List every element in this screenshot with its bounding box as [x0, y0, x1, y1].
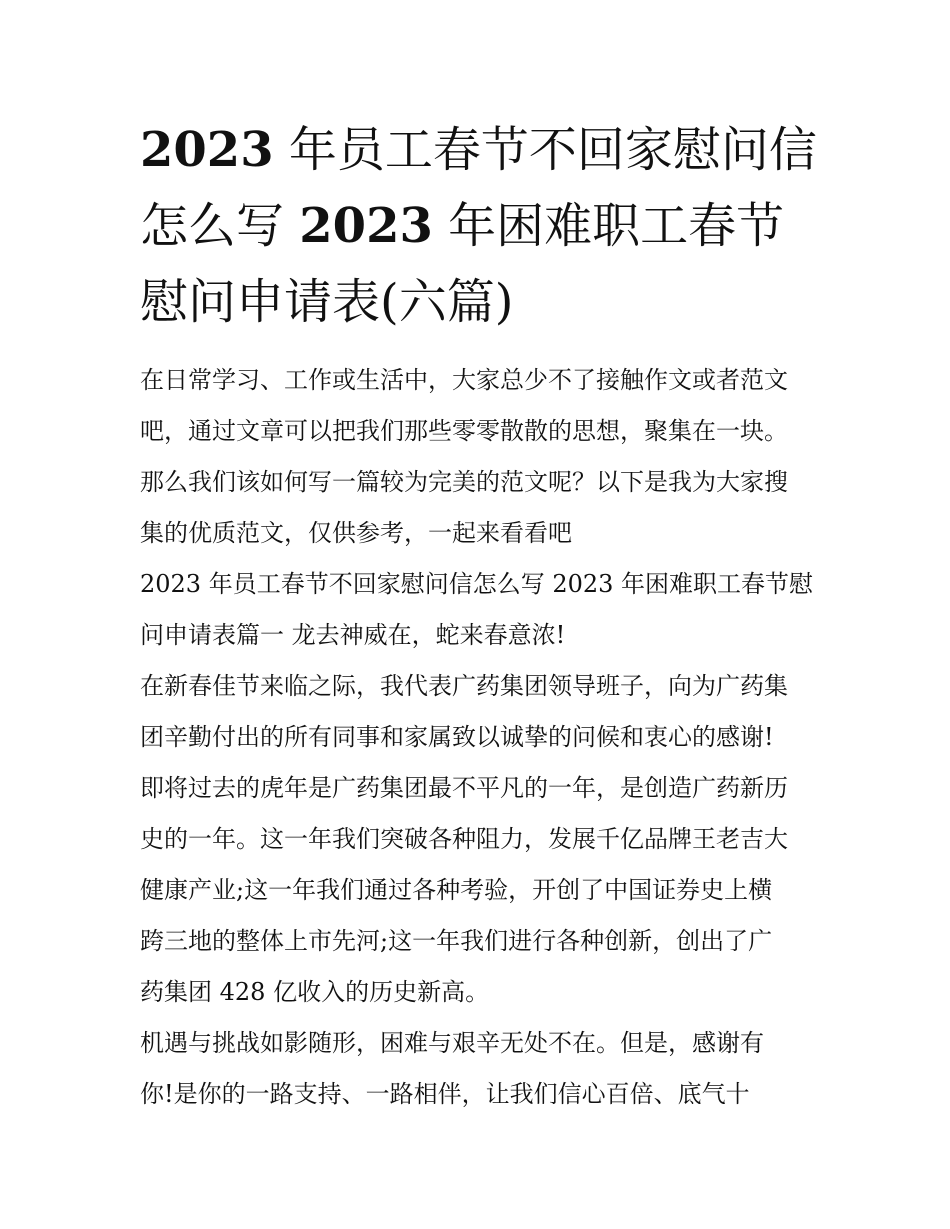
text-line: 跨三地的整体上市先河;这一年我们进行各种创新，创出了广 — [140, 927, 773, 955]
text-line: 你!是你的一路支持、一路相伴，让我们信心百倍、底气十 — [140, 1080, 750, 1108]
paragraph-section-heading — [140, 559, 820, 661]
title-line — [140, 112, 820, 188]
title-text: 年员工春节不回家慰问信 — [288, 122, 817, 178]
text-line: 吧，通过文章可以把我们那些零零散散的思想，聚集在一块。 — [140, 417, 788, 445]
text-line: 药集团 428 亿收入的历史新高。 — [140, 978, 490, 1006]
text-line: 2023 年员工春节不回家慰问信怎么写 2023 年困难职工春节慰 — [140, 570, 814, 598]
text-line: 史的一年。这一年我们突破各种阻力，发展千亿品牌王老吉大 — [140, 825, 788, 853]
paragraph-thanks — [140, 1018, 820, 1120]
title-text: 慰问申请表(六篇) — [140, 274, 514, 330]
text-line: 健康产业;这一年我们通过各种考验，开创了中国证券史上横 — [140, 876, 773, 904]
paragraph-greeting — [140, 661, 820, 763]
title-text: 怎么写 — [140, 198, 285, 254]
text-line: 在日常学习、工作或生活中，大家总少不了接触作文或者范文 — [140, 366, 788, 394]
text-line: 问申请表篇一 龙去神威在，蛇来春意浓! — [140, 621, 566, 649]
text-line: 集的优质范文，仅供参考，一起来看看吧 — [140, 519, 572, 547]
title-line — [140, 264, 820, 340]
title-text: 年困难职工春节 — [448, 198, 785, 254]
text-line: 机遇与挑战如影随形，困难与艰辛无处不在。但是，感谢有 — [140, 1029, 764, 1057]
document-title — [140, 112, 820, 340]
paragraph-intro — [140, 355, 820, 559]
text-line: 团辛勤付出的所有同事和家属致以诚挚的问候和衷心的感谢! — [140, 723, 774, 751]
document-body — [140, 355, 820, 1120]
text-line: 在新春佳节来临之际，我代表广药集团领导班子，向为广药集 — [140, 672, 788, 700]
text-line: 那么我们该如何写一篇较为完美的范文呢？以下是我为大家搜 — [140, 468, 788, 496]
paragraph-review — [140, 763, 820, 1018]
title-year: 2023 — [140, 122, 274, 178]
title-year: 2023 — [299, 198, 433, 254]
text-line: 即将过去的虎年是广药集团最不平凡的一年，是创造广药新历 — [140, 774, 788, 802]
title-line — [140, 188, 820, 264]
